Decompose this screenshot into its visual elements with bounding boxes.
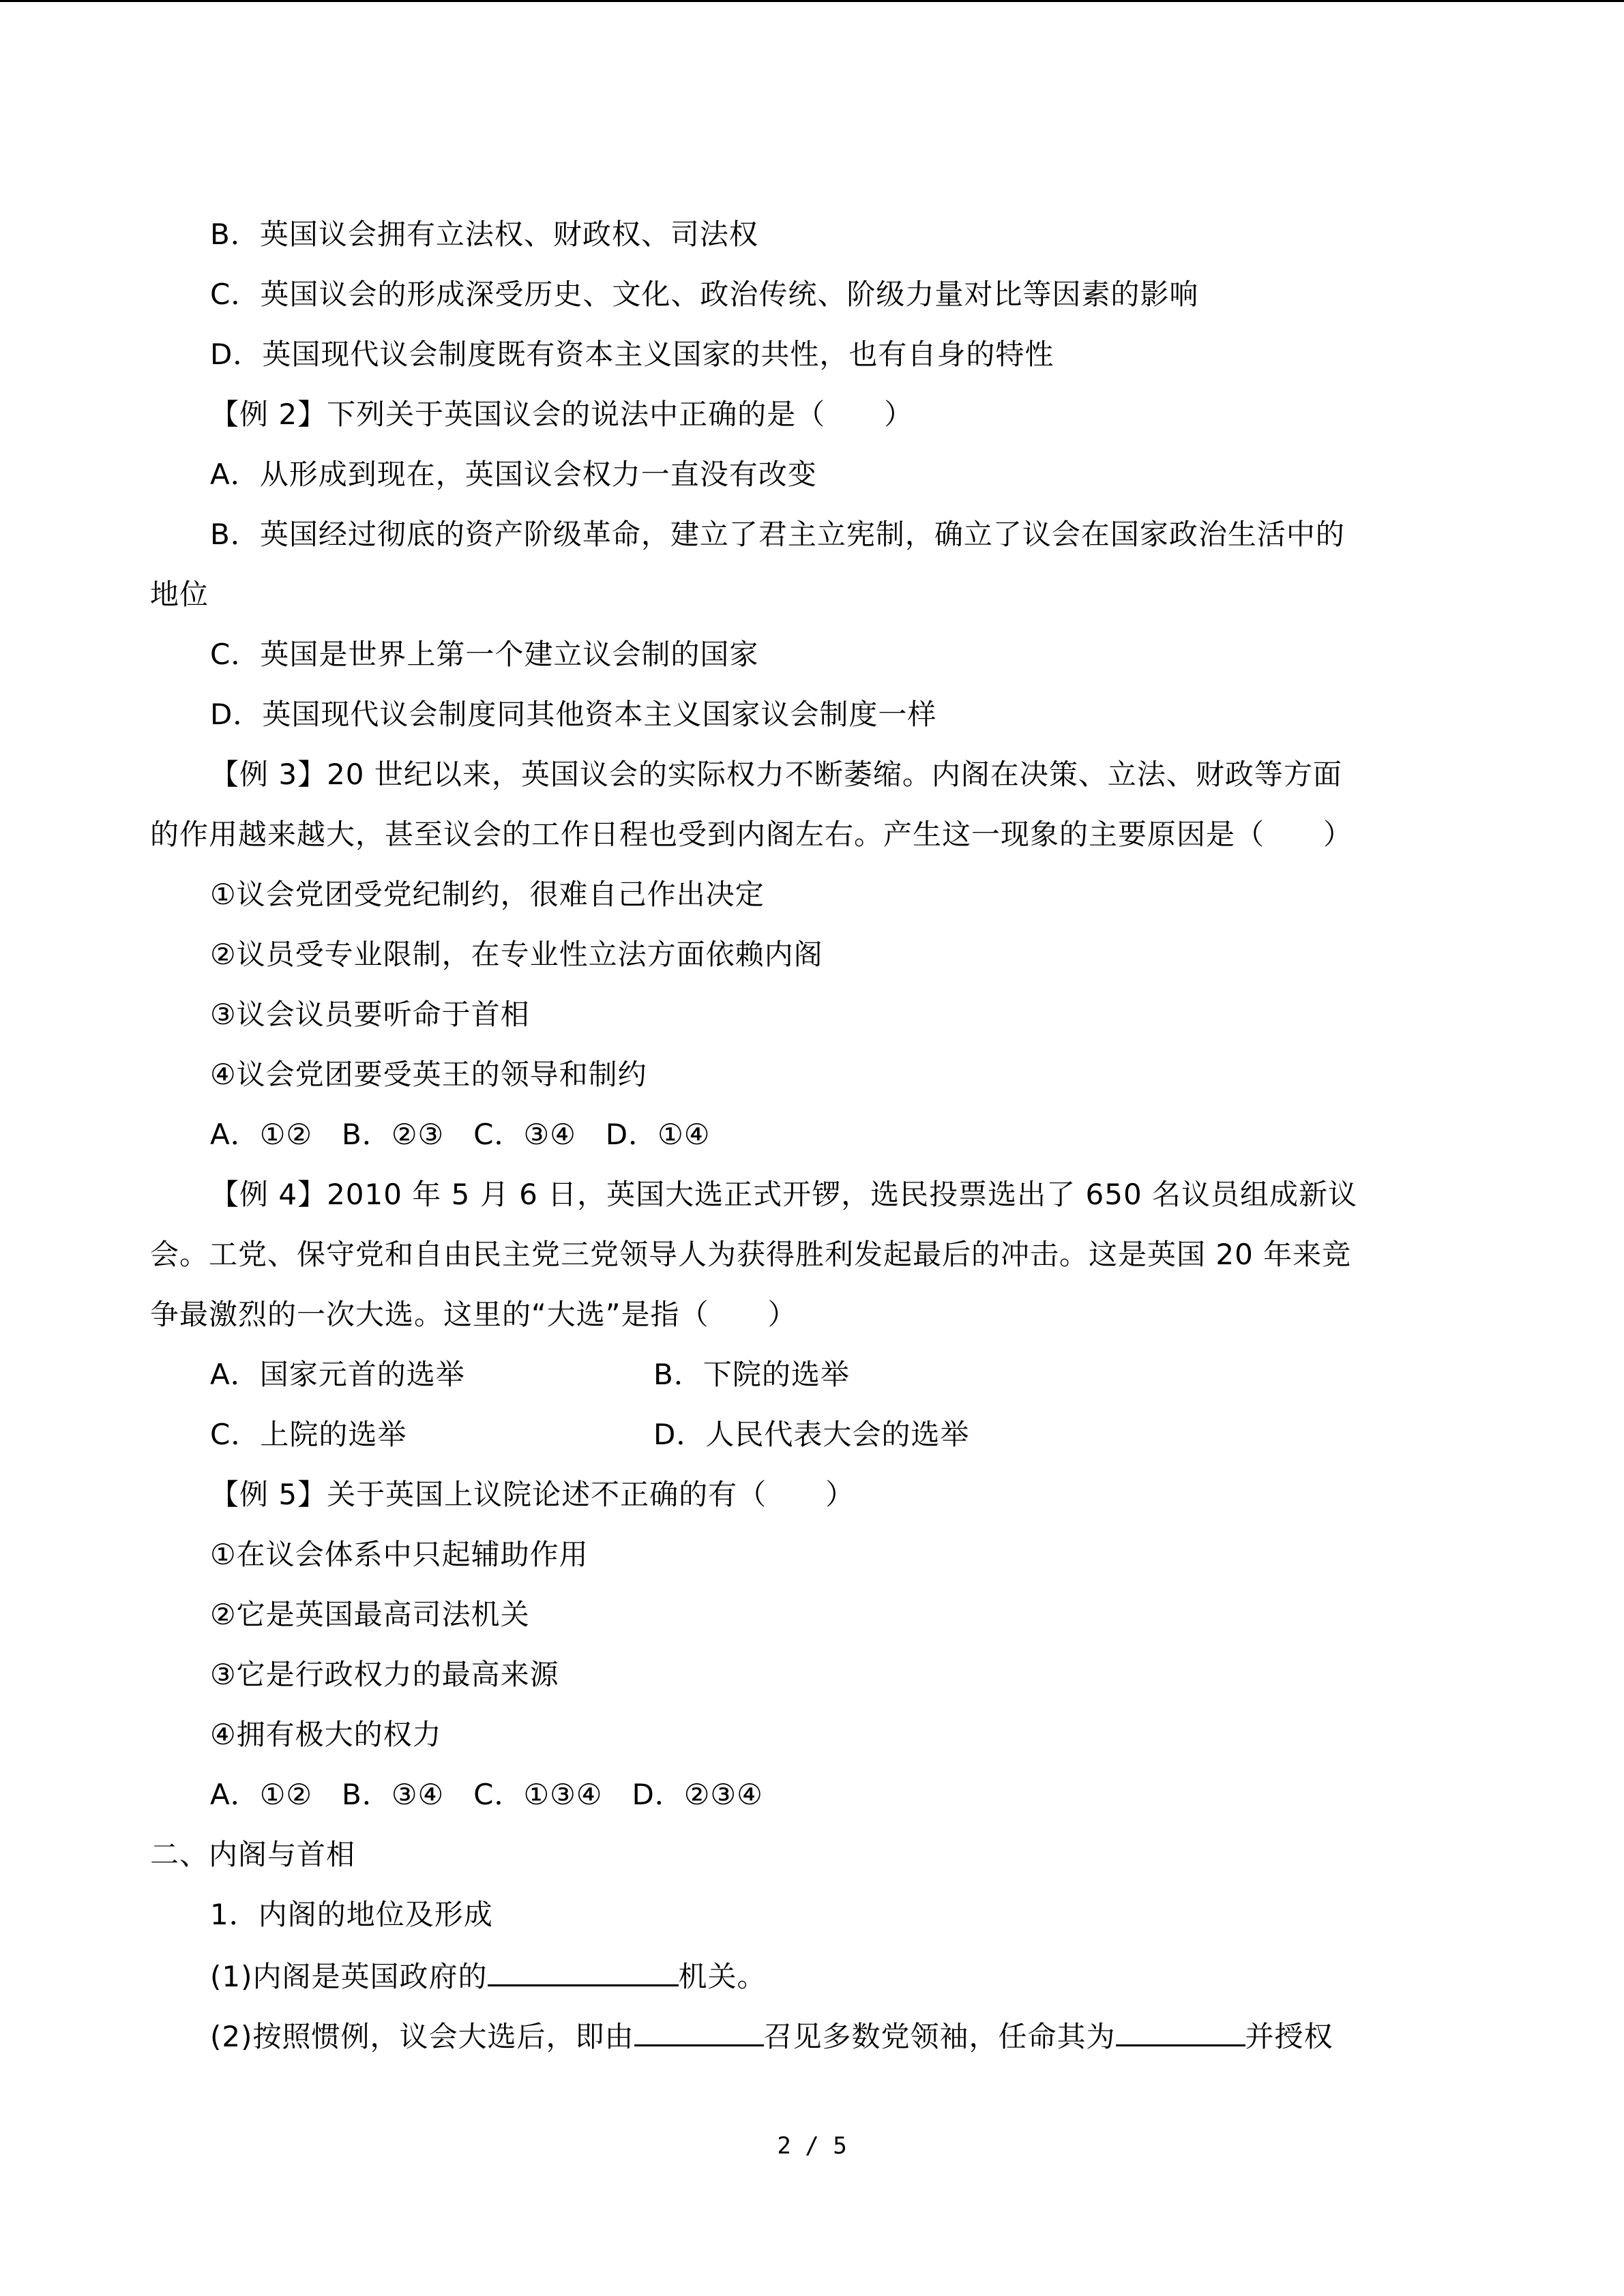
- fill-blank-1[interactable]: [488, 1954, 679, 1986]
- example-4-question-cont2: 争最激烈的一次大选。这里的“大选”是指（ ）: [150, 1298, 797, 1331]
- fill1-text-after: 机关。: [678, 1960, 767, 1993]
- ex2-option-a: A．从形成到现在，英国议会权力一直没有改变: [210, 458, 817, 491]
- fill-blank-3[interactable]: [1116, 2014, 1245, 2046]
- ex5-item-3: ③它是行政权力的最高来源: [210, 1658, 559, 1691]
- example-3-question-cont: 的作用越来越大，甚至议会的工作日程也受到内阁左右。产生这一现象的主要原因是（ ）: [150, 818, 1353, 851]
- ex5-item-1: ①在议会体系中只起辅助作用: [210, 1538, 589, 1571]
- example-2-question: 【例 2】下列关于英国议会的说法中正确的是（ ）: [210, 398, 914, 431]
- fill1-text-before: (1)内阁是英国政府的: [210, 1960, 488, 1993]
- ex1-option-b: B．英国议会拥有立法权、财政权、司法权: [210, 218, 758, 251]
- fill-in-item-2: [210, 2014, 1333, 2057]
- example-4-question-cont: 会。工党、保守党和自由民主党三党领导人为获得胜利发起最后的冲击。这是英国 20 年来竞: [150, 1238, 1352, 1271]
- ex1-option-d: D．英国现代议会制度既有资本主义国家的共性，也有自身的特性: [210, 338, 1054, 371]
- fill2-text-middle: 召见多数党领袖，任命其为: [763, 2020, 1116, 2053]
- fill2-text-before: (2)按照惯例，议会大选后，即由: [210, 2020, 634, 2053]
- ex5-item-4: ④拥有极大的权力: [210, 1718, 442, 1751]
- ex2-option-c: C．英国是世界上第一个建立议会制的国家: [210, 638, 759, 671]
- ex3-item-4: ④议会党团要受英王的领导和制约: [210, 1058, 647, 1091]
- ex5-options: A．①② B．③④ C．①③④ D．②③④: [210, 1778, 763, 1811]
- page-number: 2 / 5: [777, 2132, 847, 2160]
- ex2-option-b: B．英国经过彻底的资产阶级革命，建立了君主立宪制，确立了议会在国家政治生活中的: [210, 518, 1345, 551]
- subsection-heading: 1．内阁的地位及形成: [210, 1898, 493, 1931]
- ex5-item-2: ②它是英国最高司法机关: [210, 1598, 530, 1631]
- ex4-option-b: B．下院的选举: [653, 1358, 850, 1391]
- section-heading: 二、内阁与首相: [150, 1838, 356, 1871]
- fill-in-item-1: [210, 1954, 767, 1997]
- example-4-question: 【例 4】2010 年 5 月 6 日，英国大选正式开锣，选民投票选出了 650 名议员组成新议: [210, 1178, 1358, 1211]
- ex2-option-b-cont: 地位: [150, 578, 209, 611]
- ex4-option-c: C．上院的选举: [210, 1418, 407, 1451]
- ex3-item-1: ①议会党团受党纪制约，很难自己作出决定: [210, 878, 765, 911]
- ex1-option-c: C．英国议会的形成深受历史、文化、政治传统、阶级力量对比等因素的影响: [210, 278, 1199, 311]
- fill-blank-2[interactable]: [634, 2014, 764, 2046]
- ex4-option-a: A．国家元首的选举: [210, 1358, 465, 1391]
- ex3-item-2: ②议员受专业限制，在专业性立法方面依赖内阁: [210, 938, 823, 971]
- example-5-question: 【例 5】关于英国上议院论述不正确的有（ ）: [210, 1478, 855, 1511]
- ex2-option-d: D．英国现代议会制度同其他资本主义国家议会制度一样: [210, 698, 937, 731]
- top-border-line: [0, 0, 1624, 2]
- ex3-item-3: ③议会议员要听命于首相: [210, 998, 530, 1031]
- example-3-question: 【例 3】20 世纪以来，英国议会的实际权力不断萎缩。内阁在决策、立法、财政等方面: [210, 758, 1342, 791]
- ex3-options: A．①② B．②③ C．③④ D．①④: [210, 1118, 711, 1151]
- fill2-text-after: 并授权: [1245, 2020, 1333, 2053]
- ex4-option-d: D．人民代表大会的选举: [653, 1418, 970, 1451]
